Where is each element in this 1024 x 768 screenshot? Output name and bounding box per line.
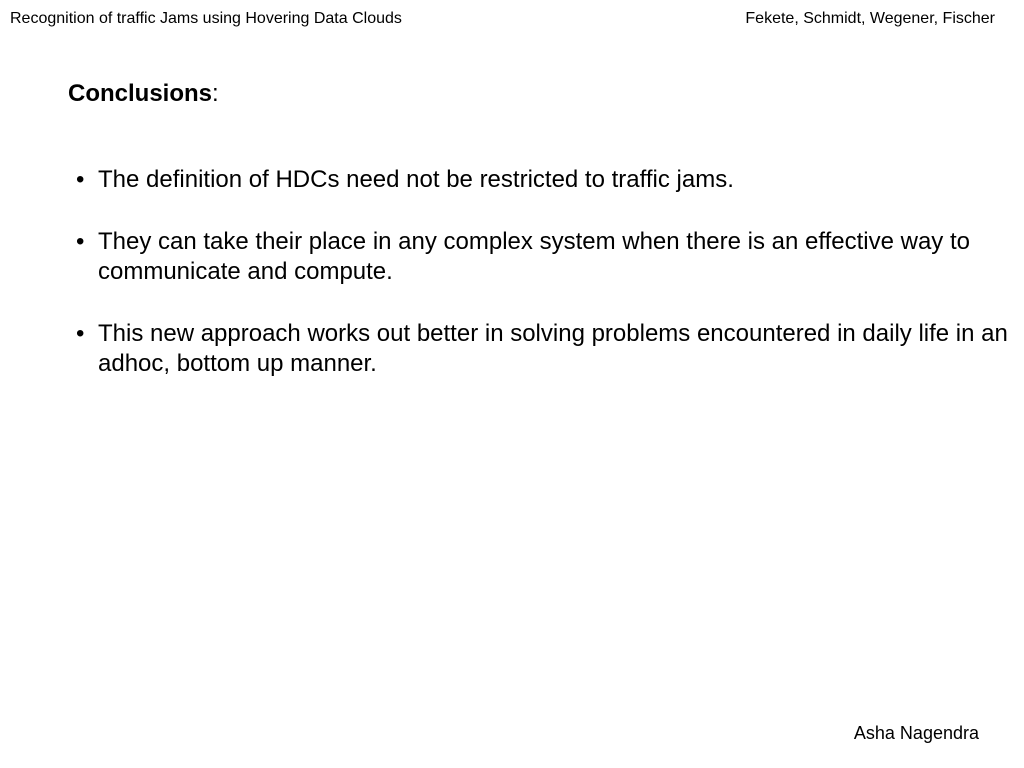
bullet-item — [76, 165, 1016, 195]
bullet-symbol: • — [76, 228, 85, 255]
bullet-item — [76, 319, 1016, 379]
header-presentation-title: Recognition of traffic Jams using Hovering Data Clouds — [10, 10, 402, 27]
bullet-text: They can take their place in any complex system when there is an effective way to communicate and compute. — [98, 228, 970, 285]
bullet-list — [76, 165, 1016, 411]
slide-title: Conclusions — [68, 80, 213, 107]
footer-author: Asha Nagendra — [853, 723, 979, 743]
slide-title-row — [68, 79, 219, 108]
bullet-item — [76, 227, 1016, 287]
bullet-text: This new approach works out better in solving problems encountered in daily life in an adhoc, bottom up manner. — [98, 320, 1008, 377]
bullet-symbol: • — [76, 320, 85, 347]
header-authors: Fekete, Schmidt, Wegener, Fischer — [745, 10, 995, 27]
bullet-symbol: • — [76, 166, 85, 193]
slide-title-colon: : — [212, 80, 219, 107]
bullet-text: The definition of HDCs need not be restricted to traffic jams. — [98, 166, 734, 193]
